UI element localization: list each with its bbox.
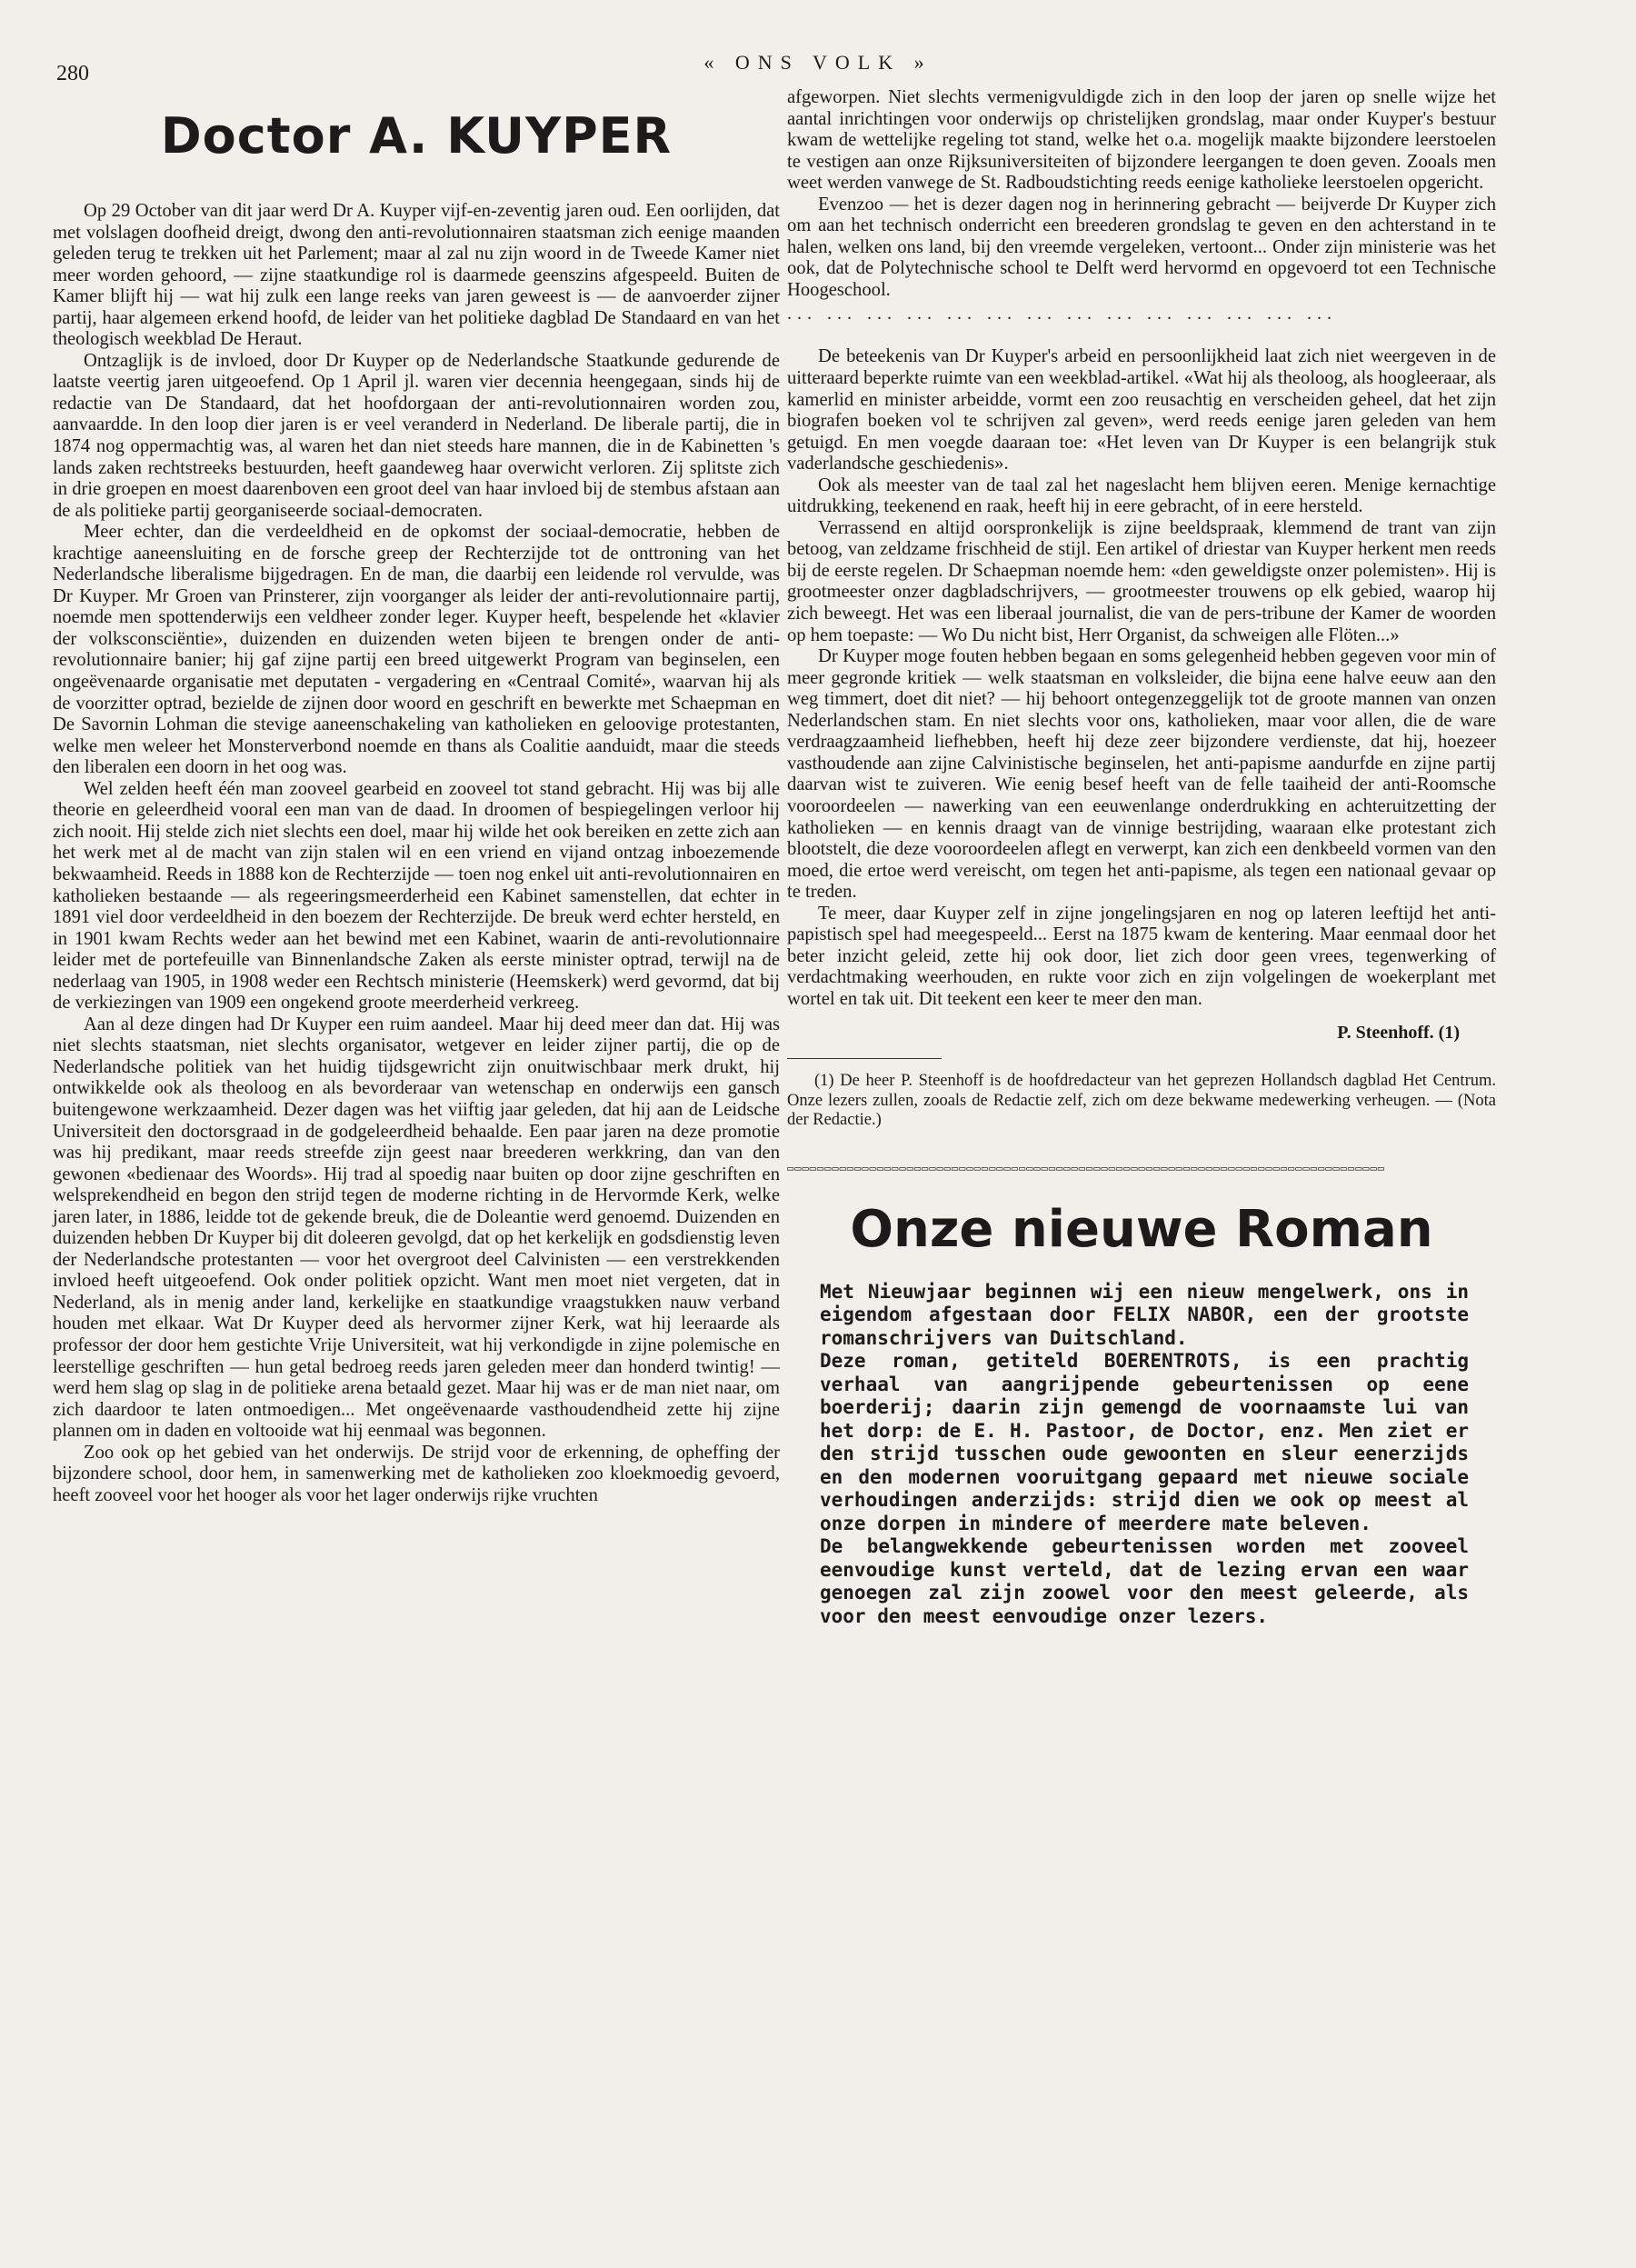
article-paragraph: Verrassend en altijd oorspronkelijk is zijne beeldspraak, klemmend de trant van zijn betoog, van zeldzame frischheid de stijl. Een artikel of driestar van Kuyper herkent men reeds bij de eerste regelen. Dr Schaepman noemde hem: «den geweldigste onzer polemisten». Hij is grootmeester onzer dagbladschrijvers, — grootmeester trouwens op elk gebied, waarop hij zich beweegt. Het was een liberaal journalist, die van de pers-tribune der Kamer de woorden op hem toepaste: — Wo Du nicht bist, Herr Organist, da schweigen alle Flöten...» — [787, 517, 1496, 645]
footnote-rule — [787, 1058, 942, 1059]
roman-paragraph: De belangwekkende gebeurtenissen worden met zooveel eenvoudige kunst verteld, dat de lezing ervan een waar genoegen zal zijn zoowel voor den meest geleerde, als voor den meest eenvoudige onzer lezers. — [820, 1535, 1469, 1627]
author-signature: P. Steenhoff. (1) — [1337, 1023, 1460, 1044]
article-paragraph: Dr Kuyper moge fouten hebben begaan en soms gelegenheid hebben gegeven voor min of meer gegronde kritiek — welk staatsman en volksleider, die bijna eene halve eeuw aan den weg timmert, doet dit niet? — hij behoort ontegenzeggelijk tot de groote mannen van onzen Nederlandschen stam. En niet slechts voor ons, katholieken, maar voor allen, die de ware verdraagzaamheid liefhebben, heeft hij deze zeer bijzondere verdienste, dat hij, hoezeer vasthoudende aan zijne Calvinistische beginselen, het anti-papisme aandurfde en zijne partij daarvan wist te zuiveren. Wie eenig besef heeft van de felle taaiheid der anti-Roomsche vooroordeelen — nawerking van een eeuwenlange onderdrukking en achteruitzetting der katholieken — en kennis draagt van de vinnige bestrijding, waaraan elke protestant zich blootstelt, die deze vooroordeelen aflegt en verwerpt, kan zich een denkbeeld vormen van den moed, die ertoe werd vereischt, om tegen het anti-papisme, als tegen een nationaal gevaar op te treden. — [787, 646, 1496, 903]
page-number: 280 — [56, 62, 89, 85]
article-paragraph: Aan al deze dingen had Dr Kuyper een ruim aandeel. Maar hij deed meer dan dat. Hij was niet slechts staatsman, niet slechts organisator, wetgever en leider zijner partij, die op de Nederlandsche politiek van het huidig tijdsgewricht zijn onuitwischbaar merk drukt, hij ontwikkelde ook als theoloog en als bevorderaar van wetenschap en onderwijs een gansch buitengewone werkzaamheid. Dezer dagen was het viiftig jaar geleden, dat hij aan de Leidsche Universiteit den doctorsgraad in de godgeleerdheid behaalde. Een paar jaren na deze promotie was hij predikant, maar reeds streefde zijn geest naar breederen werkkring, dan van den gewonen «bedienaar des Woords». Hij trad al spoedig naar buiten op door zijne geschriften en welsprekendheid en begon den strijd tegen de moderne richting in de Hervormde Kerk, welke jaren later, in 1886, leidde tot de gekende breuk, die de Doleantie werd genoemd. Duizenden en duizenden hebben Dr Kuyper bij dit doleeren gevolgd, dat op het kerkelijk en godsdienstig leven der Nederlandsche protestanten — voor het overgroot deel Calvinisten — een verstrekkenden invloed heeft uitgeoefend. Ook onder politiek opzicht. Want men moet niet vergeten, dat in Nederland, als in menig ander land, kerkelijke en staatkundige vraagstukken nauw verband houden met elkaar. Wat Dr Kuyper deed als hervormer zijner Kerk, wat hij leeraarde als professor der door hem gestichte Vrije Universiteit, wat hij verkondigde in zijne polemische en leerstellige geschriften — hun getal bedroeg reeds jaren geleden meer dan honderd twintig! — werd hem slag op slag in de politieke arena betaald gezet. Maar hij was er de man niet naar, om zich daardoor te laten ontmoedigen... Met ongeëvenaarde vasthoudendheid zette hij zijne plannen om in daden en voltooide wat hij eenmaal was begonnen. — [53, 1014, 780, 1442]
left-column — [53, 91, 780, 1506]
ellipsis-divider: ... ... ... ... ... ... ... ... ... ... ... ... ... ... — [787, 304, 1337, 325]
article-paragraph: Meer echter, dan die verdeeldheid en de opkomst der sociaal-democratie, hebben de krachtige aaneensluiting en de forsche greep der Rechterzijde tot de onttroning van het Nederlandsche liberalisme bijgedragen. En de man, die daarbij een leidende rol vervulde, was Dr Kuyper. Mr Groen van Prinsterer, zijn voorganger als leider der anti-revolutionnaire partij, noemde men spottenderwijs een veldheer zonder leger. Kuyper heeft, bespelende het «klavier der volksconsciëntie», duizenden en duizenden weten bijeen te brengen onder de anti-revolutionnaire banier; hij gaf zijne partij een breed uitgewerkt Program van beginselen, een ongeëvenaarde organisatie met deputaten - vergadering en «Centraal Comité», waarvan hij als de voorzitter optrad, bezielde de zijnen door woord en geschrift en bewerkte met Schaepman en De Savornin Lohman die stevige aaneenschakeling van katholieken en geloovige protestanten, welke men weleer het Monsterverbond noemde en thans als Coalitie aanduidt, maar die steeds den liberalen een doorn in het oog was. — [53, 522, 780, 778]
article-paragraph: Ook als meester van de taal zal het nageslacht hem blijven eeren. Menige kernachtige uitdrukking, teekenend en raak, heeft hij in eere gebracht, of in eere hersteld. — [787, 475, 1496, 517]
roman-paragraph: Met Nieuwjaar beginnen wij een nieuw mengelwerk, ons in eigendom afgestaan door FELIX NABOR, een der grootste romanschrijvers van Duitschland. — [820, 1280, 1469, 1349]
article-paragraph: Evenzoo — het is dezer dagen nog in herinnering gebracht — beijverde Dr Kuyper zich om aan het technisch onderricht een breederen grondslag te geven en den achterstand in te halen, welken ons land, bij den vreemde vergeleken, vertoont... Onder zijn ministerie was het ook, dat de Polytechnische school te Delft werd hervormd en opgevoerd tot een Technische Hoogeschool. — [787, 194, 1496, 300]
roman-paragraph: Deze roman, getiteld BOERENTROTS, is een prachtig verhaal van aangrijpende gebeurtenissen op eene boerderij; daarin zijn gemengd de voornaamste lui van het dorp: de E. H. Pastoor, de Doctor, enz. Men ziet er den strijd tusschen oude gewoonten en sleur eenerzijds en den modernen vooruitgang gepaard met nieuwe sociale verhoudingen anderzijds: strijd dien we ook op meest al onze dorpen in mindere of meerdere mate beleven. — [820, 1350, 1469, 1534]
roman-announcement — [787, 1281, 1496, 1629]
right-column — [787, 87, 1496, 1628]
article-paragraph: Op 29 October van dit jaar werd Dr A. Kuyper vijf-en-zeventig jaren oud. Een oorlijden, dat met volslagen doofheid dreigt, dwong den anti-revolutionnairen staatsman zich eenige maanden geleden terug te trekken uit het Parlement; maar al zal nu zijn woord in de Tweede Kamer niet meer worden gehoord, — zijne staatkundige rol is daarmede geenszins afgespeeld. Buiten de Kamer blijft hij — wat hij zulk een lange reeks van jaren geweest is — de aanvoerder zijner partij, haar algemeen erkend hoofd, de leider van het politieke dagblad De Standaard en van het theologisch weekblad De Heraut. — [53, 201, 780, 350]
article-paragraph: Te meer, daar Kuyper zelf in zijne jongelingsjaren en nog op lateren leeftijd het anti-papistisch spel had meegespeeld... Eerst na 1875 kwam de kentering. Maar eenmaal door het beter inzicht geleid, zette hij ook door, liet zich door geen vrees, tegenwerking of verdachtmaking weerhouden, en rukte voor zich en zijn volgelingen de woekerplant met wortel en tak uit. Dit teekent een keer te meer den man. — [787, 903, 1496, 1009]
article-paragraph: Wel zelden heeft één man zooveel gearbeid en zooveel tot stand gebracht. Hij was bij alle theorie en geleerdheid vooral een man van de daad. In droomen of bespiegelingen verloor hij zich nooit. Hij stelde zich niet slechts een doel, maar hij wilde het ook bereiken en zette zich aan het werk met al de macht van zijn stalen wil en een vriend en vijand ontzag inboezemende bekwaamheid. Reeds in 1888 kon de Rechterzijde — toen nog enkel uit anti-revolutionnairen en katholieken bestaande — als regeeringsmeerderheid een Kabinet samenstellen, dat echter in 1891 viel door verdeeldheid in den boezem der Rechterzijde. De breuk werd echter hersteld, en in 1901 kwam Rechts weder aan het bewind met een Kabinet, waarin de anti-revolutionnaire leider met de portefeuille van Binnenlandsche Zaken als eerste minister optrad, terwijl na de nederlaag van 1905, in 1908 weder een Rechtsch ministerie (Heemskerk) werd gevormd, dat bij de verkiezingen van 1909 een ongekend groote meerderheid verkreeg. — [53, 778, 780, 1014]
footnote: (1) De heer P. Steenhoff is de hoofdredacteur van het geprezen Hollandsch dagblad Het Centrum. Onze lezers zullen, zooals de Redactie zelf, zich om deze bekwame medewerking verheugen. — (Nota der Redactie.) — [787, 1072, 1496, 1130]
running-title: « ONS VOLK » — [703, 51, 933, 74]
article-paragraph: De beteekenis van Dr Kuyper's arbeid en persoonlijkheid laat zich niet weergeven in de uitteraard beperkte ruimte van een weekblad-artikel. «Wat hij als theoloog, als hoogleeraar, als kamerlid en minister arbeidde, vormt een zoo reusachtig en verscheiden geheel, dat het zijn biografen boeken vol te schrijven zal geven», werd reeds eenige jaren geleden van hem getuigd. En men voegde daaraan toe: «Het leven van Dr Kuyper is een belangrijk stuk vaderlandsche geschiedenis». — [787, 346, 1496, 475]
roman-announcement-title: Onze nieuwe Roman — [850, 1199, 1433, 1259]
article-paragraph: afgeworpen. Niet slechts vermenigvuldigde zich in den loop der jaren op snelle wijze het aantal inrichtingen voor onderwijs op christelijken grondslag, maar onder Kuyper's bestuur kwam de wettelijke regeling tot stand, welke het o.a. mogelijk maakte bijzondere leerstoelen te vestigen aan onze Rijksuniversiteiten of bijzondere leergangen te doen geven. Zooals men weet werden vanwege de St. Radboudstichting reeds eenige katholieke leerstoelen opgericht. — [787, 87, 1496, 194]
article-paragraph: Ontzaglijk is de invloed, door Dr Kuyper op de Nederlandsche Staatkunde gedurende de laatste veertig jaren uitgeoefend. Op 1 April jl. waren vier decennia heengegaan, sinds hij de redactie van De Standaard, dat het hoofdorgaan der anti-revolutionnairen worden zou, aanvaardde. In den loop dier jaren is er veel veranderd in Nederland. De liberale partij, die in 1874 nog oppermachtig was, al waren het dan niet steeds hare mannen, die in de Kabinetten 's lands zaken rechtstreeks bestuurden, heeft gaandeweg haar overwicht verloren. Zij splitste zich in drie groepen en moest daarenboven een groot deel van haar invloed bij de stembus afstaan aan de als politieke partij georganiseerde sociaal-democraten. — [53, 350, 780, 521]
article-paragraph: Zoo ook op het gebied van het onderwijs. De strijd voor de erkenning, de opheffing der bijzondere school, door hem, in samenwerking met de katholieken zoo kloekmoedig gevoerd, heeft zooveel voor het hooger als voor het lager onderwijs rijke vruchten — [53, 1442, 780, 1505]
article-title: Doctor A. KUYPER — [160, 107, 673, 165]
ornamental-divider: ▭▭▭▭▭▭▭▭▭▭▭▭▭▭▭▭▭▭▭▭▭▭▭▭▭▭▭▭▭▭▭▭▭▭▭▭▭▭▭▭▭▭▭▭▭▭▭▭▭▭▭▭▭▭▭▭▭▭▭▭▭▭▭▭▭▭▭▭▭▭▭▭▭▭▭▭▭▭▭▭ — [787, 1161, 1385, 1174]
